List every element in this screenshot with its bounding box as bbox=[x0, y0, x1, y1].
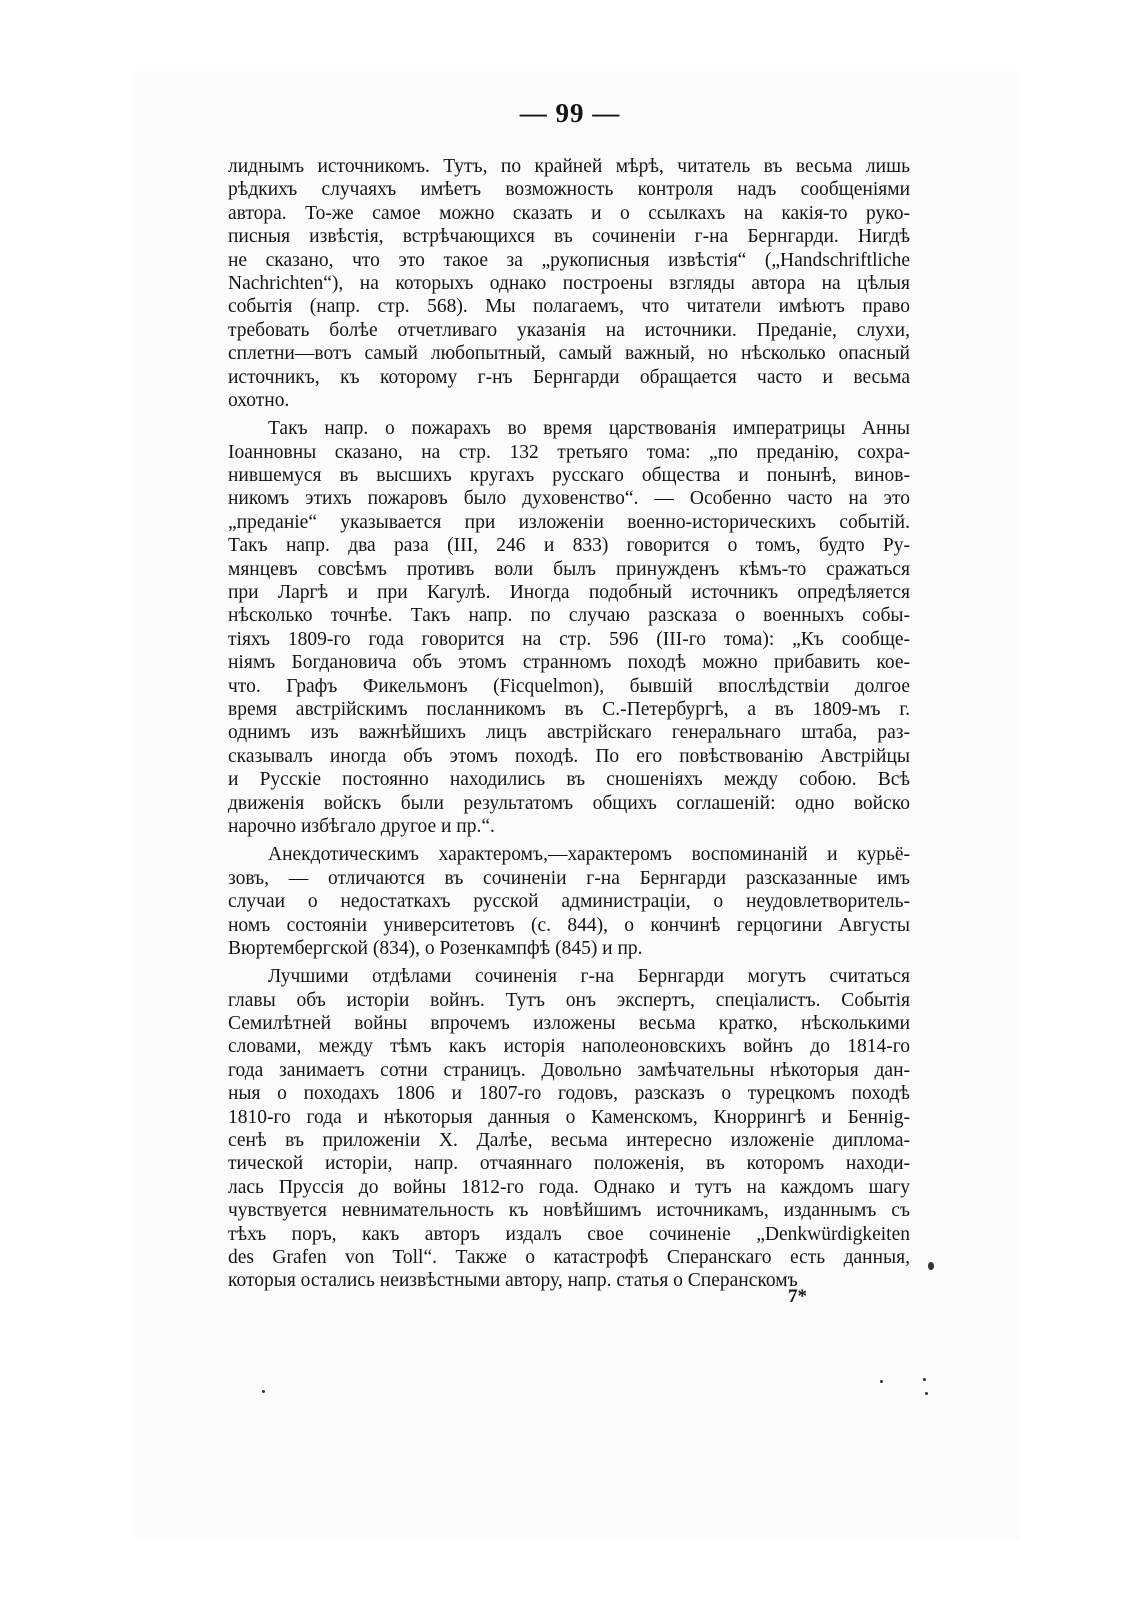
text-line: сказывалъ иногда объ этомъ походѣ. По его повѣствованію Австрійцы bbox=[228, 745, 910, 767]
body-text bbox=[228, 155, 910, 1293]
ink-speck bbox=[928, 1262, 934, 1270]
text-line: которыя остались неизвѣстными автору, напр. статья о Сперанскомъ bbox=[228, 1270, 798, 1292]
text-line: однимъ изъ важнѣйшихъ лицъ австрійскаго генеральнаго штаба, раз- bbox=[228, 722, 910, 744]
text-line: охотно. bbox=[228, 389, 290, 411]
text-line: чувствуется невнимательность къ новѣйшимъ источникамъ, изданнымъ съ bbox=[228, 1200, 910, 1222]
text-line: писныя извѣстія, встрѣчающихся въ сочиненіи г-на Бернгарди. Нигдѣ bbox=[228, 226, 910, 248]
text-line: мянцевъ совсѣмъ противъ воли былъ принужденъ кѣмъ-то сражаться bbox=[228, 558, 910, 580]
paragraph-3 bbox=[228, 843, 910, 960]
text-line: не сказано, что это такое за „рукописныя извѣстія“ („Handschriftliche bbox=[228, 249, 910, 271]
text-line: Семилѣтней войны впрочемъ изложены весьма кратко, нѣсколькими bbox=[228, 1013, 910, 1035]
text-line: Анекдотическимъ характеромъ,—характеромъ воспоминаній и курьё- bbox=[268, 844, 910, 866]
text-line: нарочно избѣгало другое и пр.“. bbox=[228, 815, 495, 837]
text-line: словами, между тѣмъ какъ исторія наполеоновскихъ войнъ до 1814-го bbox=[228, 1036, 910, 1058]
text-line: движенія войскъ были результатомъ общихъ соглашеній: одно войско bbox=[228, 792, 910, 814]
text-line: сенѣ въ приложеніи X. Далѣе, весьма интересно изложеніе диплома- bbox=[228, 1130, 910, 1152]
ink-speck bbox=[925, 1392, 928, 1395]
text-line: что. Графъ Фикельмонъ (Ficquelmon), бывшій впослѣдствіи долгое bbox=[228, 675, 910, 697]
text-line: Вюртембергской (834), о Розенкампфѣ (845) и пр. bbox=[228, 937, 643, 959]
text-line: автора. То-же самое можно сказать и о ссылкахъ на какія-то руко- bbox=[228, 202, 910, 224]
text-line: при Ларгѣ и при Кагулѣ. Иногда подобный источникъ опредѣляется bbox=[228, 582, 910, 604]
text-line: Лучшими отдѣлами сочиненія г-на Бернгарди могутъ считаться bbox=[268, 966, 910, 988]
text-line: Nachrichten“), на которыхъ однако построены взгляды автора на цѣлыя bbox=[228, 272, 910, 294]
text-line: номъ состояніи университетовъ (с. 844), о кончинѣ герцогини Августы bbox=[228, 914, 910, 936]
text-line: тической исторіи, напр. отчаяннаго положенія, въ которомъ находи- bbox=[228, 1153, 910, 1175]
text-line: нившемуся въ высшихъ кругахъ русскаго общества и понынѣ, винов- bbox=[228, 465, 910, 487]
text-line: лась Пруссія до войны 1812-го года. Однако и тутъ на каждомъ шагу bbox=[228, 1176, 910, 1198]
text-line: время австрійскимъ посланникомъ въ С.-Петербургѣ, а въ 1809-мъ г. bbox=[228, 698, 910, 720]
text-line: Такъ напр. о пожарахъ во время царствованія императрицы Анны bbox=[268, 418, 910, 440]
text-line: сплетни—вотъ самый любопытный, самый важный, но нѣсколько опасный bbox=[228, 343, 910, 365]
text-line: Іоанновны сказано, на стр. 132 третьяго тома: „по преданію, сохра- bbox=[228, 441, 910, 463]
ink-speck bbox=[923, 1378, 926, 1381]
text-line: источникъ, къ которому г-нъ Бернгарди обращается часто и весьма bbox=[228, 366, 910, 388]
text-line: „преданіе“ указывается при изложеніи военно-историческихъ событій. bbox=[228, 511, 910, 533]
text-line: ныя о походахъ 1806 и 1807-го годовъ, разсказъ о турецкомъ походѣ bbox=[228, 1083, 910, 1105]
text-line: никомъ этихъ пожаровъ было духовенство“. — Особенно часто на это bbox=[228, 488, 910, 510]
text-line: нѣсколько точнѣе. Такъ напр. по случаю разсказа о военныхъ собы- bbox=[228, 605, 910, 627]
text-line: требовать болѣе отчетливаго указанія на источники. Преданіе, слухи, bbox=[228, 319, 910, 341]
text-line: лиднымъ источникомъ. Тутъ, по крайней мѣрѣ, читатель въ весьма лишь bbox=[228, 156, 910, 177]
text-line: и Русскіе постоянно находились въ сношеніяхъ между собою. Всѣ bbox=[228, 769, 910, 791]
text-line: ніямъ Богдановича объ этомъ странномъ походѣ можно прибавить кое- bbox=[228, 652, 910, 674]
paragraph-4 bbox=[228, 965, 910, 1292]
text-line: рѣдкихъ случаяхъ имѣетъ возможность контроля надъ сообщеніями bbox=[228, 179, 910, 201]
signature-mark: 7* bbox=[788, 1286, 807, 1307]
paragraph-1 bbox=[228, 155, 910, 412]
text-line: тіяхъ 1809-го года говорится на стр. 596 (III-го тома): „Къ сообще- bbox=[228, 628, 910, 650]
text-line: зовъ, — отличаются въ сочиненіи г-на Бернгарди разсказанные имъ bbox=[228, 867, 910, 889]
ink-speck bbox=[880, 1380, 883, 1383]
text-line: тѣхъ поръ, какъ авторъ издалъ свое сочиненіе „Denkwürdigkeiten bbox=[228, 1223, 910, 1245]
text-line: des Grafen von Toll“. Также о катастрофѣ Сперанскаго есть данныя, bbox=[228, 1246, 910, 1268]
text-line: случаи о недостаткахъ русской администраціи, о неудовлетворитель- bbox=[228, 891, 910, 913]
text-line: 1810-го года и нѣкоторыя данныя о Каменскомъ, Кноррингѣ и Беннig- bbox=[228, 1106, 910, 1128]
text-line: событія (напр. стр. 568). Мы полагаемъ, что читатели имѣютъ право bbox=[228, 296, 910, 318]
text-line: года занимаетъ сотни страницъ. Довольно замѣчательны нѣкоторыя дан- bbox=[228, 1059, 910, 1081]
page-number: — 99 — bbox=[519, 98, 621, 128]
text-line: Такъ напр. два раза (III, 246 и 833) говорится о томъ, будто Ру- bbox=[228, 535, 910, 557]
paragraph-2 bbox=[228, 417, 910, 838]
text-line: главы объ исторіи войнъ. Тутъ онъ экспертъ, спеціалистъ. Событія bbox=[228, 989, 910, 1011]
ink-speck bbox=[262, 1390, 265, 1393]
